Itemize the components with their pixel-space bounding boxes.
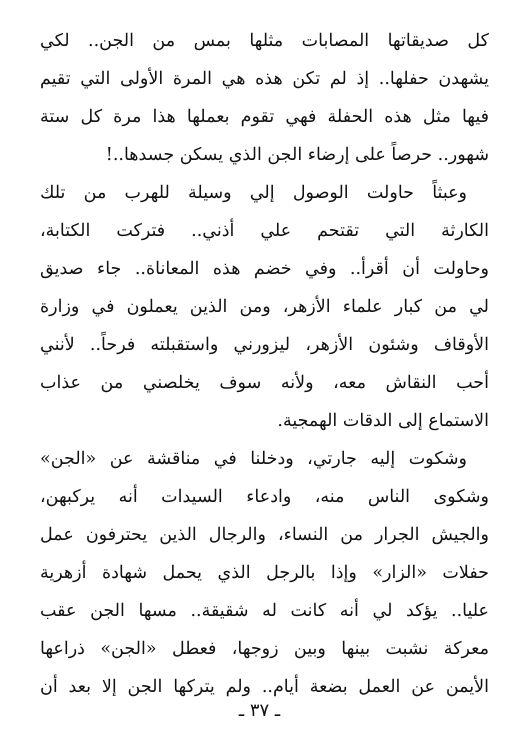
- text-line: الأوقاف وشئون الأزهر، ليزورني واستقبلته فرحاً.. لأنني: [40, 335, 489, 355]
- text-line: كل صديقاتها المصابات مثلها بمس من الجن.. لكي: [40, 31, 489, 51]
- document-body: [40, 22, 489, 706]
- text-line: فيها مثل هذه الحفلة فهي تقوم بعملها هذا مرة كل ستة: [40, 107, 489, 127]
- text-line: وحاولت أن أقرأ.. وفي خضم هذه المعاناة.. جاء صديق: [40, 259, 489, 279]
- text-line: عليا.. يؤكد لي أنه كانت له شقيقة.. مسها الجن عقب: [40, 601, 489, 621]
- text-line: معركة نشبت بينها وبين زوجها، فعطل «الجن» ذراعها: [40, 639, 489, 659]
- text-line: يشهدن حفلها.. إذ لم تكن هذه هي المرة الأولى التي تقيم: [40, 69, 489, 89]
- text-line: وعبثاً حاولت الوصول إلي وسيلة للهرب من تلك: [40, 183, 467, 203]
- text-line: الأيمن عن العمل بضعة أيام.. ولم يتركها الجن إلا بعد أن: [40, 677, 489, 697]
- text-line: حفلات «الزار» وإذا بالرجل الذي يحمل شهادة أزهرية: [40, 563, 489, 583]
- text-line: والجيش الجرار من النساء، والرجال الذين يحترفون عمل: [40, 525, 489, 545]
- text-line: شهور.. حرصاً على إرضاء الجن الذي يسكن جسدها..!: [105, 145, 489, 165]
- text-line: وشكوى الناس منه، وادعاء السيدات أنه يركبهن،: [40, 487, 489, 507]
- text-line: الاستماع إلى الدقات الهمجية.: [277, 411, 489, 431]
- page-number: ـ ٣٧ ـ: [238, 700, 281, 721]
- text-line: الكارثة التي تقتحم علي أذني.. فتركت الكتابة،: [40, 221, 489, 241]
- text-line: أحب النقاش معه، ولأنه سوف يخلصني من عذاب: [40, 373, 489, 393]
- text-line: وشكوت إليه جارتي، ودخلنا في مناقشة عن «الجن»: [40, 449, 467, 469]
- text-line: لي من كبار علماء الأزهر، ومن الذين يعملون في وزارة: [40, 297, 489, 317]
